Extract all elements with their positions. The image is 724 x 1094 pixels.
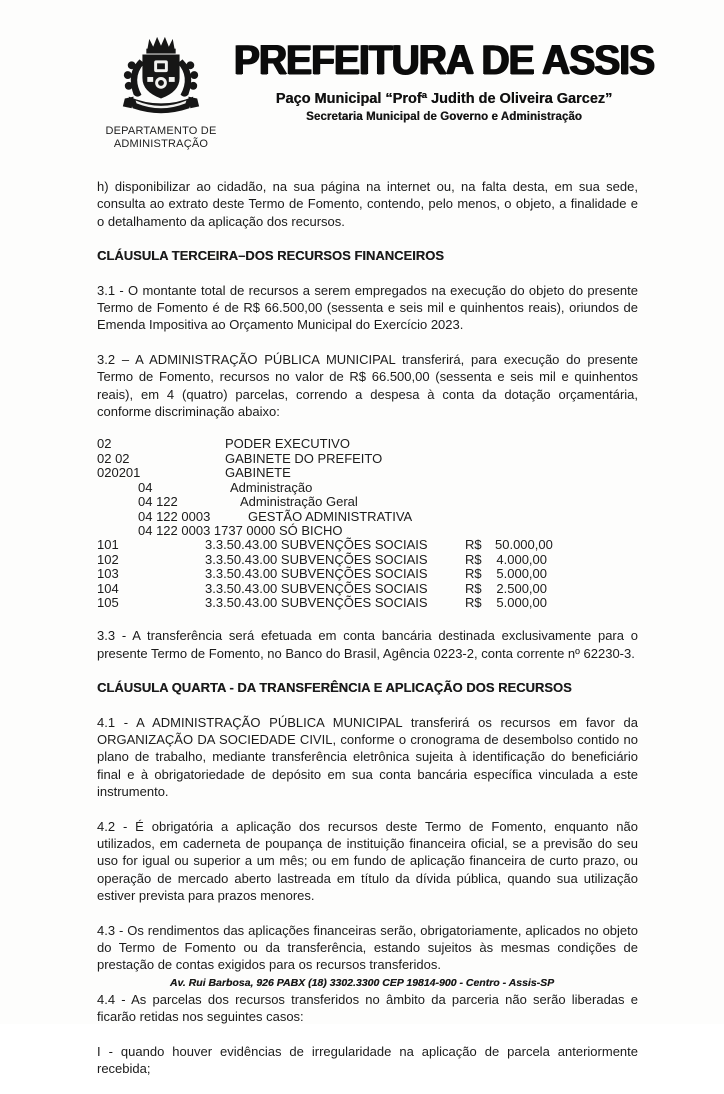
city-hall-title: PREFEITURA DE ASSIS (233, 37, 655, 84)
budget-row (97, 452, 638, 466)
department-line1: DEPARTAMENTO DE (105, 125, 217, 137)
budget-item-row (97, 538, 638, 552)
budget-item-number: 104 (97, 580, 119, 596)
budget-item-currency: R$ (465, 580, 482, 596)
clause-paragraph-3-3: 3.3 - A transferência será efetuada em conta bancária destinada exclusivamente para o presente Termo de Fomento, no Banco do Brasil, Agência 0223-2, conta corrente nº 62230-3. (97, 628, 638, 661)
budget-item-amount: 50.000,00 (495, 537, 553, 553)
budget-desc: Administração Geral (240, 494, 358, 510)
clause-3-heading: CLÁUSULA TERCEIRA–DOS RECURSOS FINANCEIROS (97, 248, 444, 264)
budget-item-classification: 3.3.50.43.00 SUBVENÇÕES SOCIAIS (205, 580, 428, 596)
budget-row (97, 524, 638, 538)
municipal-palace-subtitle: Paço Municipal “Profª Judith de Oliveira Garcez” (275, 91, 613, 107)
budget-item-row (97, 582, 638, 596)
letterhead (0, 0, 724, 165)
budget-item-classification: 3.3.50.43.00 SUBVENÇÕES SOCIAIS (205, 594, 428, 610)
budget-item-amount: 4.000,00 (496, 551, 547, 567)
budget-allocation-table (97, 437, 638, 610)
clause-paragraph-4-4: 4.4 - As parcelas dos recursos transferidos no âmbito da parceria não serão liberadas e ficarão retidas nos seguintes casos: (97, 991, 638, 1025)
clause-paragraph-3-2: 3.2 – A ADMINISTRAÇÃO PÚBLICA MUNICIPAL transferirá, para execução do presente Termo de Fomento, recursos no valor de R$ 66.500,00 (sessenta e seis mil e quinhentos reais), em 4 (quatro) parcelas, correndo a despesa à conta da dotação orçamentária, conforme discriminação abaixo: (97, 351, 638, 420)
budget-item-amount: 5.000,00 (496, 566, 547, 582)
budget-code: 04 (138, 479, 153, 495)
budget-item-row (97, 596, 638, 610)
assis-coat-of-arms-icon (112, 34, 210, 122)
budget-desc: GABINETE (225, 465, 291, 481)
budget-row (97, 495, 638, 509)
document-body (97, 178, 638, 1094)
budget-item-number: 105 (97, 594, 119, 610)
clause-paragraph-4-1: 4.1 - A ADMINISTRAÇÃO PÚBLICA MUNICIPAL transferirá os recursos em favor da ORGANIZAÇÃO DA SOCIEDADE CIVIL, conforme o cronograma de desembolso contido no plano de trabalho, mediante transferência eletrônica sujeita à identificação do beneficiário final e à obrigatoriedade de depósito em sua conta bancária específica vinculada a este instrumento. (97, 714, 638, 800)
budget-code: 02 02 (97, 450, 130, 466)
clause-paragraph-3-1: 3.1 - O montante total de recursos a serem empregados na execução do objeto do presente Termo de Fomento é de R$ 66.500,00 (sessenta e seis mil e quinhentos reais), oriundos de Emenda Impositiva ao Orçamento Municipal do Exercício 2023. (97, 282, 638, 333)
budget-item-classification: 3.3.50.43.00 SUBVENÇÕES SOCIAIS (205, 566, 428, 582)
budget-item-amount: 5.000,00 (496, 594, 547, 610)
budget-item-currency: R$ (465, 566, 482, 582)
clause-item-I: I - quando houver evidências de irregularidade na aplicação de parcela anteriormente recebida; (97, 1043, 638, 1077)
title-block (228, 37, 660, 123)
footer-address: Av. Rui Barbosa, 926 PABX (18) 3302.3300 CEP 19814-900 - Centro - Assis-SP (169, 977, 555, 989)
budget-item-currency: R$ (465, 537, 482, 553)
budget-item-row (97, 553, 638, 567)
budget-code: 04 122 0003 1737 0000 SÓ BICHO (138, 522, 343, 538)
department-line2: ADMINISTRAÇÃO (113, 138, 209, 150)
budget-desc: Administração (230, 479, 313, 495)
budget-row (97, 437, 638, 451)
clause-4-heading: CLÁUSULA QUARTA - DA TRANSFERÊNCIA E APLICAÇÃO DOS RECURSOS (97, 680, 572, 696)
budget-row (97, 466, 638, 480)
budget-item-row (97, 567, 638, 581)
budget-item-classification: 3.3.50.43.00 SUBVENÇÕES SOCIAIS (205, 537, 428, 553)
department-name (98, 125, 224, 151)
clause-paragraph-4-2: 4.2 - É obrigatória a aplicação dos recursos deste Termo de Fomento, enquanto não utilizados, em caderneta de poupança de instituição financeira oficial, se a previsão do seu uso for igual ou superior a um mês; ou em fundo de aplicação financeira de curto prazo, ou operação de mercado aberto lastreada em título da dívida pública, quando sua utilização estiver prevista para prazos menores. (97, 818, 638, 904)
budget-item-number: 103 (97, 566, 119, 582)
budget-code: 020201 (97, 465, 141, 481)
budget-item-currency: R$ (465, 551, 482, 567)
secretariat-subtitle: Secretaria Municipal de Governo e Administração (306, 111, 582, 123)
budget-desc: PODER EXECUTIVO (225, 436, 350, 452)
budget-code: 04 122 0003 (138, 508, 211, 524)
budget-item-currency: R$ (465, 594, 482, 610)
budget-item-amount: 2.500,00 (496, 580, 547, 596)
budget-item-number: 101 (97, 537, 119, 553)
budget-code: 02 (97, 436, 112, 452)
budget-row (97, 510, 638, 524)
budget-row (97, 481, 638, 495)
clause-paragraph-4-3: 4.3 - Os rendimentos das aplicações financeiras serão, obrigatoriamente, aplicados no objeto do Termo de Fomento ou da transferência, estando sujeitos às mesmas condições de prestação de contas exigidos para os recursos transferidos. (97, 922, 638, 973)
budget-code: 04 122 (138, 494, 178, 510)
budget-item-number: 102 (97, 551, 119, 567)
budget-desc: GESTÃO ADMINISTRATIVA (248, 508, 413, 524)
clause-item-h: h) disponibilizar ao cidadão, na sua página na internet ou, na falta desta, em sua sede, consulta ao extrato deste Termo de Fomento, contendo, pelo menos, o objeto, a finalidade e o detalhamento da aplicação dos recursos. (97, 179, 638, 229)
budget-item-classification: 3.3.50.43.00 SUBVENÇÕES SOCIAIS (205, 551, 428, 567)
budget-desc: GABINETE DO PREFEITO (225, 450, 383, 466)
logo-block (98, 34, 224, 151)
